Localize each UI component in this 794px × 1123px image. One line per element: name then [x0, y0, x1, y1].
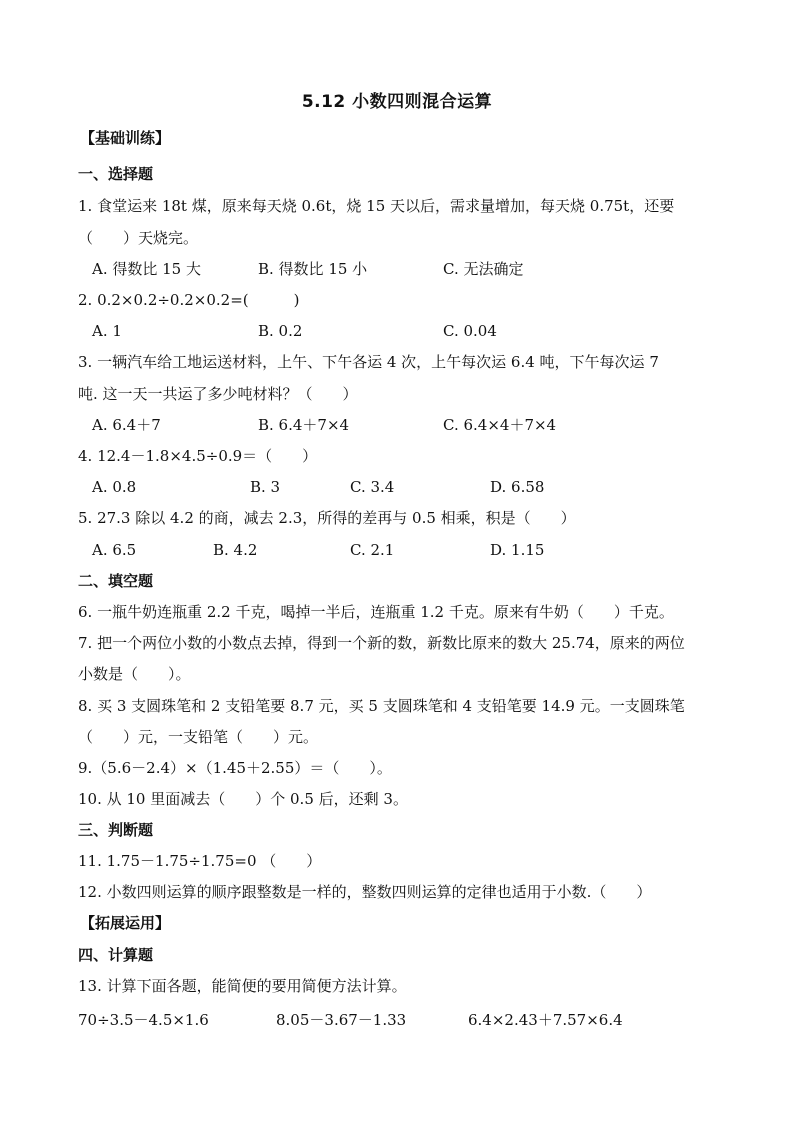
question-13: 13. 计算下面各题，能简便的要用简便方法计算。: [78, 977, 407, 995]
calc-expression-3: 6.4×2.43＋7.57×6.4: [468, 1011, 623, 1029]
page-title: 5.12 小数四则混合运算: [301, 92, 493, 112]
question-1-line-2: （ ）天烧完。: [78, 229, 199, 247]
part-3-heading: 三、判断题: [78, 821, 154, 839]
question-4-line-1: 4. 12.4－1.8×4.5÷0.9＝（ ）: [78, 447, 318, 465]
section-basic-heading: 【基础训练】: [80, 129, 171, 147]
calc-expression-1: 70÷3.5－4.5×1.6: [78, 1011, 209, 1029]
part-4-heading: 四、计算题: [78, 946, 154, 964]
question-1-option-b: B. 得数比 15 小: [258, 260, 368, 278]
question-5-option-b: B. 4.2: [213, 541, 258, 559]
question-8-line-1: 8. 买 3 支圆珠笔和 2 支铅笔要 8.7 元，买 5 支圆珠笔和 4 支铅笔要 14.9 元。一支圆珠笔: [78, 697, 685, 715]
question-3-option-c: C. 6.4×4＋7×4: [443, 416, 557, 434]
question-2-option-b: B. 0.2: [258, 322, 303, 340]
question-12: 12. 小数四则运算的顺序跟整数是一样的，整数四则运算的定律也适用于小数.（ ）: [78, 883, 652, 901]
question-5-option-d: D. 1.15: [490, 541, 545, 559]
section-extension-heading: 【拓展运用】: [80, 914, 171, 932]
question-4-option-b: B. 3: [250, 478, 281, 496]
question-3-option-b: B. 6.4＋7×4: [258, 416, 350, 434]
calc-expression-2: 8.05－3.67－1.33: [276, 1011, 407, 1029]
question-3-option-a: A. 6.4＋7: [92, 416, 161, 434]
question-6: 6. 一瓶牛奶连瓶重 2.2 千克，喝掉一半后，连瓶重 1.2 千克。原来有牛奶（ ）千克。: [78, 603, 674, 621]
question-2-option-c: C. 0.04: [443, 322, 497, 340]
question-9: 9.（5.6－2.4）×（1.45＋2.55）＝（ ）。: [78, 759, 392, 777]
question-11: 11. 1.75－1.75÷1.75=0 （ ）: [78, 852, 322, 870]
question-5-option-c: C. 2.1: [350, 541, 395, 559]
question-5-line-1: 5. 27.3 除以 4.2 的商，减去 2.3，所得的差再与 0.5 相乘，积是（ ）: [78, 509, 576, 527]
question-10: 10. 从 10 里面减去（ ）个 0.5 后，还剩 3。: [78, 790, 408, 808]
question-7-line-2: 小数是（ ）。: [78, 665, 191, 683]
question-1-option-c: C. 无法确定: [443, 260, 524, 278]
question-4-option-d: D. 6.58: [490, 478, 545, 496]
question-3-line-1: 3. 一辆汽车给工地运送材料，上午、下午各运 4 次，上午每次运 6.4 吨，下午每次运 7: [78, 353, 659, 371]
part-1-heading: 一、选择题: [78, 165, 154, 183]
question-4-option-c: C. 3.4: [350, 478, 395, 496]
question-1-option-a: A. 得数比 15 大: [92, 260, 201, 278]
question-1-line-1: 1. 食堂运来 18t 煤，原来每天烧 0.6t，烧 15 天以后，需求量增加，每天烧 0.75t，还要: [78, 197, 675, 215]
part-2-heading: 二、填空题: [78, 572, 154, 590]
question-5-option-a: A. 6.5: [92, 541, 137, 559]
question-8-line-2: （ ）元，一支铅笔（ ）元。: [78, 728, 319, 746]
question-7-line-1: 7. 把一个两位小数的小数点去掉，得到一个新的数，新数比原来的数大 25.74，原来的两位: [78, 634, 685, 652]
question-2-option-a: A. 1: [92, 322, 122, 340]
question-2-line-1: 2. 0.2×0.2÷0.2×0.2=( ): [78, 291, 300, 309]
question-4-option-a: A. 0.8: [92, 478, 137, 496]
question-3-line-2: 吨. 这一天一共运了多少吨材料？（ ）: [78, 385, 358, 403]
